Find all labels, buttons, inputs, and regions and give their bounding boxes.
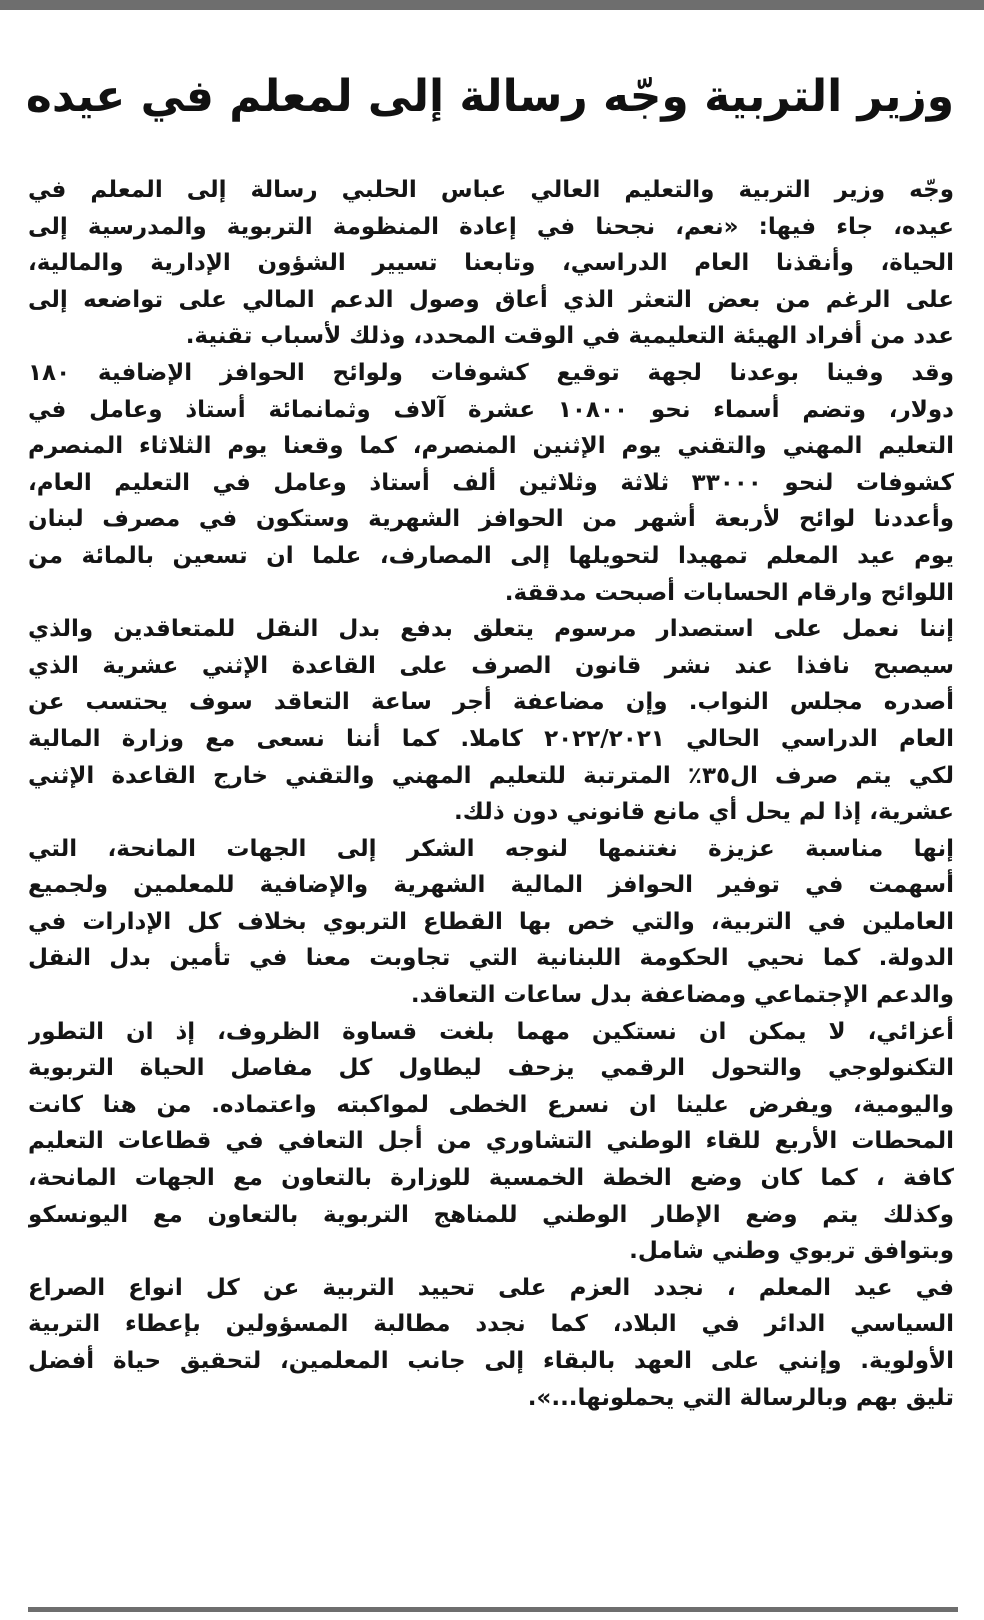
text-line: أصدره مجلس النواب. وإن مضاعفة أجر ساعة التعاقد سوف يحتسب عن [28, 689, 954, 716]
text-line: أعزائي، لا يمكن ان نستكين مهما بلغت قساوة الظروف، إذ ان التطور [28, 1018, 954, 1045]
paragraph [28, 1014, 954, 1270]
text-line: الحياة، وأنقذنا العام الدراسي، وتابعنا تسيير الشؤون الإدارية والمالية، [28, 250, 954, 277]
text-line: عيده، جاء فيها: «نعم، نجحنا في إعادة المنظومة التربوية والمدرسية إلى [28, 213, 954, 240]
text-line: وجّه وزير التربية والتعليم العالي عباس الحلبي رسالة إلى المعلم في [28, 177, 954, 203]
text-line: عدد من أفراد الهيئة التعليمية في الوقت المحدد، وذلك لأسباب تقنية. [185, 323, 954, 350]
text-line: كشوفات لنحو ٣٣٠٠٠ ثلاثة وثلاثين ألف أستاذ وعامل في التعليم العام، [28, 469, 954, 496]
text-line: وبتوافق تربوي وطني شامل. [629, 1238, 954, 1265]
headline: وزير التربية وجّه رسالة إلى لمعلم في عيده [25, 71, 955, 122]
text-line: الأولوية. وإنني على العهد بالبقاء إلى جانب المعلمين، لتحقيق حياة أفضل [28, 1348, 954, 1374]
text-line: التكنولوجي والتحول الرقمي يزحف ليطاول كل مفاصل الحياة التربوية [28, 1055, 954, 1082]
paragraph [28, 831, 954, 1014]
text-line: كافة ، كما كان وضع الخطة الخمسية للوزارة بالتعاون مع الجهات المانحة، [28, 1165, 954, 1192]
text-line: أسهمت في توفير الحوافز المالية الشهرية والإضافية للمعلمين ولجميع [28, 872, 954, 899]
text-line: والدعم الإجتماعي ومضاعفة بدل ساعات التعاقد. [410, 982, 954, 1009]
paragraph [28, 1270, 954, 1416]
text-line: سيصبح نافذا عند نشر قانون الصرف على القاعدة الإثني عشرية الذي [28, 652, 954, 679]
text-line: يوم عيد المعلم تمهيدا لتحويلها إلى المصارف، علما ان تسعين بالمائة من [28, 542, 954, 569]
text-line: عشرية، إذا لم يحل أي مانع قانوني دون ذلك. [454, 799, 954, 826]
paragraph [28, 355, 954, 611]
text-line: تليق بهم وبالرسالة التي يحملونها...». [527, 1384, 954, 1411]
paragraph [28, 172, 954, 355]
article-body [28, 172, 954, 1416]
text-line: واليومية، ويفرض علينا ان نسرع الخطى لمواكبته واعتماده. من هنا كانت [28, 1091, 954, 1118]
text-line: في عيد المعلم ، نجدد العزم على تحييد التربية عن كل انواع الصراع [28, 1274, 954, 1301]
text-line: على الرغم من بعض التعثر الذي أعاق وصول الدعم المالي على تواضعه إلى [28, 286, 954, 313]
paragraph [28, 611, 954, 831]
text-line: التعليم المهني والتقني يوم الإثنين المنصرم، كما وقعنا يوم الثلاثاء المنصرم [28, 433, 954, 460]
text-line: وأعددنا لوائح لأربعة أشهر من الحوافز الشهرية وستكون في مصرف لبنان [28, 506, 954, 533]
text-line: الدولة. كما نحيي الحكومة اللبنانية التي تجاوبت معنا في تأمين بدل النقل [28, 945, 954, 972]
text-line: العاملين في التربية، والتي خص بها القطاع التربوي بخلاف كل الإدارات في [28, 908, 954, 935]
text-line: العام الدراسي الحالي ٢٠٢٢/٢٠٢١ كاملا. كما أننا نسعى مع وزارة المالية [28, 725, 954, 752]
bottom-rule [28, 1607, 958, 1612]
text-line: إنها مناسبة عزيزة نغتنمها لنوجه الشكر إلى الجهات المانحة، التي [28, 835, 954, 862]
text-line: وكذلك يتم وضع الإطار الوطني للمناهج التربوية بالتعاون مع اليونسكو [28, 1201, 954, 1228]
text-line: إننا نعمل على استصدار مرسوم يتعلق بدفع بدل النقل للمتعاقدين والذي [28, 616, 954, 643]
text-line: اللوائح وارقام الحسابات أصبحت مدققة. [504, 579, 954, 606]
text-line: السياسي الدائر في البلاد، كما نجدد مطالبة المسؤولين بإعطاء التربية [28, 1311, 954, 1338]
text-line: دولار، وتضم أسماء نحو ١٠٨٠٠ عشرة آلاف وثمانمائة أستاذ وعامل في [28, 396, 954, 423]
top-rule [0, 0, 984, 10]
text-line: المحطات الأربع للقاء الوطني التشاوري من أجل التعافي في قطاعات التعليم [28, 1128, 954, 1155]
text-line: وقد وفينا بوعدنا لجهة توقيع كشوفات ولوائح الحوافز الإضافية ١٨٠ [28, 359, 954, 386]
text-line: لكي يتم صرف ال٣٥٪ المترتبة للتعليم المهني والتقني خارج القاعدة الإثني [28, 762, 954, 789]
